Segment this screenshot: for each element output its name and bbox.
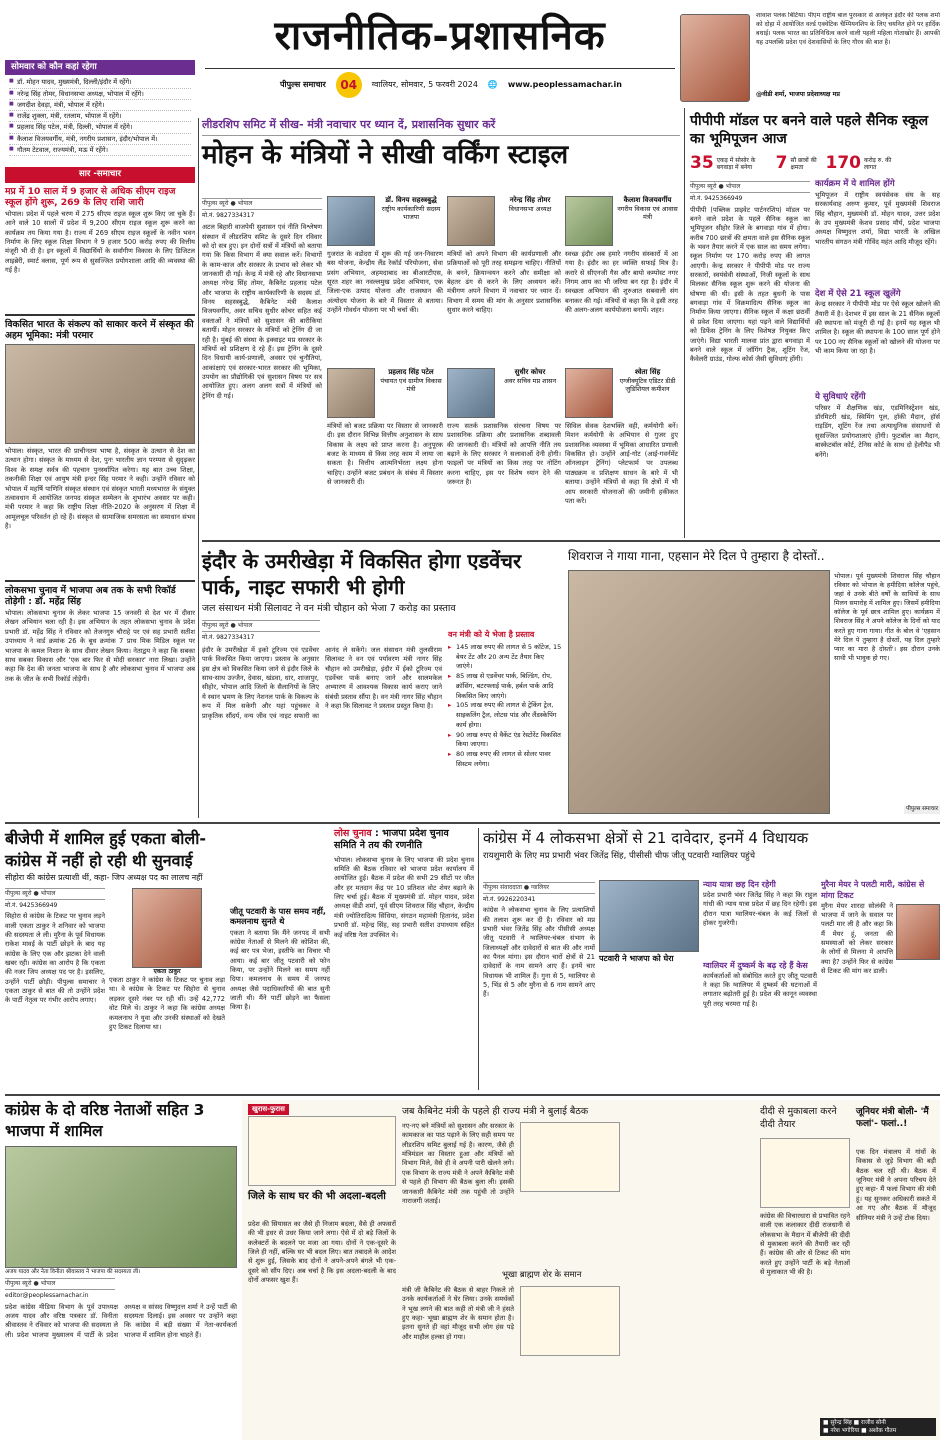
- school-sub2-body: केन्द्र सरकार ने पीपीपी मोड पर ऐसे स्कूल खोलने की तैयारी में है। देशभर में इस साल के 21 सैनिक स्कूलों की स्थापना को मंजूरी दी गई है। इनमें यह स्कूल भी शामिल है। स्कूल की स्थापना के 100 साल पूर्ण होने पर 100 नए सैनिक स्कूलों को खोलने की योजना पर भी काम किया जा रहा है।: [815, 300, 940, 356]
- lead-body: अटल बिहारी वाजपेयी सुशासन एवं नीति विश्लेषण संस्थान में लीडरशिप समिट के दूसरे दिन रविवार को दो सत्र हुए। इन दोनों सत्रों में मंत्रियों को बताया गया कि किस विभाग में क्या सवाल करें। विभागों के काम-काज और सरकार के प्रभाव को लेकर भी जानकारी दी गई। केन्द्र में मंत्री रहे और विधानसभा अध्यक्ष नरेन्द्र सिंह तोमर, कैबिनेट प्रहलाद पटेल और भाजपा के राष्ट्रीय कार्यकारिणी के सदस्य डॉ. विनय सहस्त्रबुद्धे, कैबिनेट मंत्री कैलाश विजयवर्गीय, अवर सचिव सुधीर कोचर सहित कई वक्ताओं ने मंत्रियों को सुशासन की बारीकियां बतायीं। मोहन सरकार के मंत्रियों को ट्रेनिंग दी जा रही है। मुंबई की संस्था के इक्वाइट मप्र सरकार के मंत्रियों को प्रशिक्षण दे रहे हैं। इस ट्रेनिंग के दूसरे दिन विधायी कार्य-प्रणाली, अवसर एवं चुनौतियां, आकांक्षाएं एवं सरकार-भारत सरकार की भूमिका, उपयोग का प्रौद्योगिकी एवं सुशासन विषय पर सत्र आयोजित हुए। अलग अलग सत्रों में मंत्रियों को ट्रेनिंग दी गई।: [202, 223, 322, 400]
- vd-sharma-photo: [680, 14, 750, 102]
- ekta-votes: एकता ठाकुर ने कांग्रेस के टिकट पर चुनाव लड़ा था। वे कांग्रेस के टिकट पर सिहोरा से चुनाव लड़कर दूसरे नंबर पर रही थीं। उन्हें 42,772 वोट मिले थे। ठाकुर ने कहा कि कांग्रेस अध्यक्ष कमलनाथ ने युवा और उनकी संस्थाओं को देखते हुए टिकट दिलाया था।: [109, 976, 225, 1031]
- adventure-phone: मो.नं. 9827334317: [202, 633, 255, 641]
- patwari-caption: पटवारी ने भाजपा को घेरा: [599, 954, 674, 963]
- lok-body: भोपाल। लोकसभा चुनाव के लिए भाजपा की प्रदेश चुनाव समिति की बैठक रविवार को भाजपा प्रदेश कार्यालय में आयोजित हुई। बैठक में प्रदेश की सभी 29 सीटों पर जीत और हर मतदान केंद्र पर 10 प्रतिशत वोट शेयर बढ़ाने के लिए चर्चा हुई। बैठक में मुख्यमंत्री डॉ. मोहन यादव, प्रदेश अध्यक्ष वीडी शर्मा, पूर्व सीएम शिवराज सिंह चौहान, केन्द्रीय मंत्री ज्योतिरादित्य सिंधिया, संगठन महामंत्री हितानंद, प्रदेश प्रभारी डॉ. महेन्द्र सिंह, सह प्रभारी सतीश उपाध्याय सहित कई वरिष्ठ नेता उपस्थित थे।: [334, 855, 474, 939]
- lead-headline: मोहन के मंत्रियों ने सीखी वर्किंग स्टाइल: [202, 139, 569, 170]
- khuras-b1: प्रदेश की सियासत का जैसे ही निजाम बदला, वैसे ही अफसरों की भी इधर से उधर किया जाने लगा। ऐसे में दो बड़े जिलों के कलेक्टरों के बदलने पर मजा आ गया। दोनों ने एक-दूसरे के जिले ही नहीं, बल्कि घर भी बदल लिए। बात तबादले के आदेश से शुरू हुई, जिसके बाद दोनों ने अपने-अपने बंगले भी एक-दूसरे को सौंप दिए। अब चर्चा है कि इस अदला-बदली के बाद दोनों अफसर खुश हैं।: [248, 1220, 396, 1285]
- jitu-body: एकता ने बताया कि मैंने जनपद में सभी कांग्रेस नेताओं से मिलने की कोशिश की, कई बार पत्र भेजा, इस्तीफे का विचार भी आया। कई बार जीतू पटवारी को फोन किया, पर उन्होंने मिलने का समय नहीं दिया। कमलनाथ के समय में जनपद अध्यक्ष जैसे पदाधिकारियों की बात सुनी जाती थी। मैंने पार्टी छोड़ने का फैसला किया है।: [230, 928, 330, 1012]
- stat3-text: करोड़ रु. की लागत: [864, 156, 892, 171]
- khuras-label: खुरास-फुरास: [248, 1104, 289, 1115]
- p2-role: विधानसभा अध्यक्ष: [508, 204, 552, 213]
- school-body: पीपीपी (पब्लिक प्राइवेट पार्टनरशिप) मॉडल पर बनने वाले प्रदेश के पहले सैनिक स्कूल का भूमिपूजन सीहोर जिले के बगवाड़ा गांव में होगा। करीब 700 छात्रों की क्षमता वाले इस सैनिक स्कूल के भवन तैयार करने में एक साल का समय लगेगा। स्कूल निर्माण पर 170 करोड़ रुपए की लागत आएगी। केन्द्र सरकार ने पीपीपी मोड पर राज्य सरकारों, स्वयंसेवी संस्थाओं, निजी स्कूलों के साथ मिलकर सैनिक स्कूल शुरू करने की योजना की घोषणा की थी। इसी के तहत बुधनी के पास बगवाड़ा गांव में विक्रमादित्य सैनिक स्कूल का निर्माण किया जाएगा। सैनिक स्कूल में कक्षा छठवीं से प्रवेश दिया जाएगा। यहां पढ़ने वाले विद्यार्थियों को डिफेंस ट्रेनिंग के लिए विशेषज्ञ नियुक्त किए जाएंगे। विद्या भारती मालवा प्रांत द्वारा बगवाड़ा में बनने वाले स्कूल में जॉगिंग ट्रैक, शूटिंग रेंज, कैवेलरी ग्राउंड, गोल्फ कोर्स जैसी सुविधाएं होंगी।: [690, 205, 810, 364]
- veterans-headline: कांग्रेस के दो वरिष्ठ नेताओं सहित 3 भाजपा में शामिल: [5, 1101, 205, 1140]
- khuras-h2: जब कैबिनेट मंत्री के पहले ही राज्य मंत्री ने बुलाई बैठक: [402, 1106, 589, 1117]
- profile-sahasrabuddhe: [327, 196, 445, 364]
- list-item: ▸ 90 लाख रुपए से वैकेंट एंड रेस्टोरेंट विकसित किया जाएगा।: [448, 731, 562, 751]
- stat3-number: 170: [825, 153, 862, 174]
- adventure-kicker: जल संसाधन मंत्री सिलावट ने वन मंत्री चौहान को भेजा 7 करोड़ का प्रस्ताव: [202, 602, 456, 614]
- stat2-number: 7: [775, 153, 788, 174]
- patwari-photo: [599, 880, 699, 952]
- mayor-body: मुरैना मेयर शारदा सोलंकी ने भाजपा में जाने के सवाल पर पलटी मार ली है और कहा कि मैं मेयर हूं, जनता की समस्याओं को लेकर सरकार के लोगों से मिलना मे आपत्ति क्या है? उन्होंने फिर से कांग्रेस से टिकट की मांग कर डाली।: [821, 901, 893, 976]
- mayor-subhead: मुरैना मेयर ने पलटी मारी, कांग्रेस से मांगा टिकट: [821, 880, 925, 900]
- sainik-school-story: [690, 112, 940, 542]
- tomar-photo: [447, 196, 495, 246]
- p6-role: एग्जीक्यूटिव एडिटर डीडी जुडिशियल कमीशन: [619, 376, 676, 393]
- stat1-number: 35: [690, 153, 714, 174]
- list-item: ▸ 85 लाख से एडवेंचर पार्क, बिल्डिंग, रोप, क्रॉसिंग, बटरफ्लाई पार्क, हर्बल पार्क आदि विकसित किए जाएंगे।: [448, 672, 562, 701]
- stat2-text: सौ छात्रों की क्षमता: [790, 156, 817, 171]
- cartoon-3: [520, 1286, 620, 1356]
- news1-headline: मप्र में 10 साल में 9 हजार से अधिक सीएम राइज स्कूल होंगे शुरू, 269 के लिए राशि जारी: [5, 185, 176, 208]
- shivraj-story: [568, 548, 940, 818]
- congress-headline: कांग्रेस में 4 लोकसभा क्षेत्रों से 21 दावेदार, इनमें 4 विधायक: [483, 829, 809, 847]
- jitu-story: [230, 906, 330, 1090]
- lead-kicker: लीडरशिप समिट में सीख- मंत्री नवाचार पर ध्यान दें, प्रशासनिक सुधार करें: [202, 118, 680, 136]
- p1-text: गुजरात के वडोदरा में शुरू की गई जन-निवारण बस योजना, केन्द्रीय लैंड रेकॉर्ड परियोजना, सेवा प्रसंग अभियान, अहमदाबाद का बीआरटीएस, सूरत शहर का नवल्लमुख प्रदेश अभियान, एक जिला-एक उत्पाद योजना और राजस्थान की अंत्योदय योजना के बारे में विस्तार से बताया। उन्होंने गोवर्धन योजना पर भी चर्चा की।: [327, 250, 443, 315]
- crime-body: कार्यकर्ताओं को संबोधित करते हुए जीतू पटवारी ने कहा कि ग्वालियर में दुष्कर्म की घटनाओं में लगातार बढ़ोतरी हुई है। प्रदेश की कानून व्यवस्था पूरी तरह चरमरा गई है।: [703, 971, 817, 1008]
- who-where-title: सोमवार को कौन कहां रहेगा: [5, 60, 195, 75]
- website-link[interactable]: www.peoplessamachar.in: [507, 79, 622, 89]
- profile-shweta: [565, 368, 680, 534]
- list-item: ■ गौतम टेटवाल, राज्यमंत्री, मऊ में रहेंगे।: [9, 145, 191, 156]
- p4-role: पंचायत एवं ग्रामीण विकास मंत्री: [380, 376, 442, 393]
- quote-box: [680, 10, 940, 102]
- paper-name: पीपुल्स समाचार: [280, 79, 326, 89]
- bjp-election-story: [334, 828, 474, 1090]
- lead-story: [202, 118, 680, 538]
- p2-name: नरेन्द्र सिंह तोमर: [509, 196, 551, 204]
- veterans-email[interactable]: editor@peoplessamachar.in: [5, 1292, 89, 1300]
- khuras-furas-column: [242, 1100, 940, 1440]
- vijayvargiya-photo: [565, 196, 613, 246]
- khuras-b5: एक दिन मंत्रालय में गांवों के विकास से जुड़े विभाग की बड़ी बैठक चल रही थी। बैठक में जूनियर मंत्री ने अपना परिचय देते हुए कहा- मैं फलां विभाग की मंत्री हूं। यह सुनकर अधिकारी सकते में आ गए और बैठक में मौजूद सीनियर मंत्री ने उन्हें टोक दिया।: [856, 1148, 936, 1222]
- p1-name: डॉ. विनय सहस्त्रबुद्धे: [385, 196, 437, 204]
- proposal-box: [448, 630, 562, 818]
- stat1-text: एकड़ में सोसोर के बगवाड़ा में बनेगा: [716, 156, 756, 171]
- profile-tomar: [447, 196, 563, 364]
- ekta-photo: [132, 888, 202, 968]
- school-phone: मो.नं. 9425366949: [690, 195, 743, 203]
- school-sub3: ये सुविधाएं रहेंगी: [815, 392, 866, 403]
- shweta-photo: [565, 368, 613, 418]
- list-item: ■ डॉ. मोहन यादव, मुख्यमंत्री, दिल्ली/इंदौर में रहेंगे।: [9, 77, 191, 88]
- school-sub2: देश में ऐसे 21 स्कूल खुलेंगे: [815, 288, 901, 299]
- p3-name: कैलाश विजयवर्गीय: [623, 196, 672, 204]
- p4-name: प्रहलाद सिंह पटेल: [388, 368, 434, 376]
- masthead: [205, 4, 675, 104]
- proposal-title: वन मंत्री को ये भेजा है प्रस्ताव: [448, 630, 535, 639]
- khuras-b2-extra: [626, 1122, 754, 1262]
- page-number: 04: [336, 72, 362, 98]
- news1-body: भोपाल। प्रदेश में पहले चरण में 275 सीएम राइज स्कूल शुरू किए जा चुके हैं। आने वाले 10 सालों में प्रदेश में 9,200 सीएम राइज स्कूल शुरू करने का कार्यक्रम तय किया गया है। राज्य में 269 सीएम राइज स्कूलों के नवीन भवन निर्माण के लिए स्कूल शिक्षा विभाग ने 9 हजार 500 करोड़ रुपए की वित्तीय मंजूरी भी दी है। इन स्कूलों में विद्यार्थियों के सर्वांगीण विकास के लिए डिजिटल लाइब्रेरी, स्मार्ट क्लास, पूर्ण रूप से सुसज्जित प्रयोगशाला आदि की व्यवस्था की गई है।: [5, 210, 195, 275]
- credit-4: अशोक गौतम: [868, 1428, 897, 1435]
- crime-subhead: ग्वालियर में दुष्कर्म के बढ़ रहे हैं केस: [703, 960, 808, 970]
- p1-role: राष्ट्रीय कार्यकारिणी सदस्य भाजपा: [381, 204, 441, 221]
- congress-story: [483, 828, 940, 1090]
- yatra-subhead: न्याय यात्रा छह दिन रहेगी: [703, 880, 776, 889]
- lok-label: लोस चुनाव: [334, 828, 372, 839]
- school-sub1: कार्यक्रम में ये शामिल होंगे: [815, 179, 895, 190]
- ekta-body: सिहोरा से कांग्रेस के टिकट पर चुनाव लड़ने वाली एकता ठाकुर ने शनिवार को भाजपा की सदस्यता ले ली। मुरैना के पूर्व विधायक राकेश मावई के पार्टी छोड़ने के बाद यह कांग्रेस के लिए एक और झटका देने वाली खबर रही। कांग्रेस का आरोप है कि एकता की नजर जिप अध्यक्ष पद पर है। इसलिए, उन्होंने पार्टी छोड़ी। पीपुल्स समाचार ने एकता ठाकुर से बात की तो उन्होंने प्रदेश के पार्टी नेतृत्व पर गंभीर आरोप लगाए।: [5, 912, 105, 1005]
- veterans-body: प्रदेश कांग्रेस मीडिया विभाग के पूर्व उपाध्यक्ष अजय यादव और वरिष्ठ पत्रकार डॉ. विनीता श्रीवास्तव ने रविवार को भाजपा की सदस्यता ले ली। प्रदेश भाजपा मुख्यालय में पार्टी के प्रदेश अध्यक्ष व सांसद विष्णुदत्त शर्मा ने उन्हें पार्टी की सदस्यता दिलाई। इस अवसर पर उन्होंने कहा कि कांग्रेस में बड़ी संख्या में नेता-कार्यकर्ता भाजपा में शामिल होना चाहते हैं।: [5, 1302, 237, 1339]
- veterans-story: [5, 1100, 237, 1440]
- lead-phone: मो.नं. 9827334317: [202, 212, 255, 220]
- shivraj-singing-photo: [568, 570, 830, 814]
- list-item: ■ नरेन्द्र सिंह तोमर, विधानसभा अध्यक्ष, भोपाल में रहेंगे।: [9, 89, 191, 100]
- congress-body: कांग्रेस ने लोकसभा चुनाव के लिए प्रत्याशियों की तलाश शुरू कर दी है। रविवार को मप्र प्रभारी भंवर जितेंद्र सिंह और पीसीसी अध्यक्ष जीतू पटवारी ने ग्वालियर-चंबल संभाग के जिलाध्यक्षों और दावेदारों से बात की और नामों का पैनल मांगा। इस दौरान चारों क्षेत्रों से 21 दावेदारों के नाम सामने आए हैं। इनमें चार विधायक भी शामिल हैं। गुना से 5, ग्वालियर से 5, भिंड से 5 और मुरैना से 6 नाम सामने आए हैं।: [483, 906, 595, 999]
- ekta-kicker: सीहोरा की कांग्रेस प्रत्याशी थीं, कहा- जिप अध्यक्ष पद का लालच नहीं: [5, 873, 203, 883]
- profile-patel: [327, 368, 445, 534]
- sanskrit-event-photo: [5, 344, 195, 444]
- adventure-park-story: [202, 548, 562, 818]
- school-stats: [690, 152, 940, 175]
- school-headline: पीपीपी मॉडल पर बनने वाले पहले सैनिक स्कूल का भूमिपूजन आज: [690, 113, 929, 148]
- mayor-photo: [896, 904, 940, 960]
- cartoon-1: [248, 1116, 396, 1186]
- adventure-headline: इंदौर के उमरीखेड़ा में विकसित होगा एडवेंचर पार्क, नाइट सफारी भी होगी: [202, 549, 522, 600]
- credit-3: नरेश भगोरिया: [830, 1428, 860, 1435]
- shivraj-body: भोपाल। पूर्व मुख्यमंत्री शिवराज सिंह चौहान रविवार को भोपाल के हमीदिया कॉलेज पहुंचे, जहां वे उनके बीते वर्षों के साथियों के साथ मिलन समारोह में शामिल हुए। जिसमें हमीदिया कॉलेज के पूर्व छात्र शामिल हुए। कार्यक्रम में शिवराज सिंह ने अपने कॉलेज के दिनों को याद करते हुए गाना गाया। गीत के बोल थे 'एहसान मेरे दिल पे तुम्हारा है दोस्तों, यह दिल तुम्हारे प्यार का मारा है दोस्तों'। इस दौरान उनके साथी भी भावुक हो गए।: [834, 572, 940, 662]
- p2-text: मंत्रियों को अपने विभाग की कार्यप्रणाली और प्रक्रियाओं को पूरी तरह समझना चाहिए। नीतियों के बनने, क्रियान्वयन करने और समीक्षा को बेहतर ढंग से करने के लिए अध्ययन करें। मंत्रीगण अपने विभाग में नवाचार पर ध्यान दें। विभाग में समय की मांग के अनुसार प्रशासनिक सुधार करने चाहिए।: [447, 250, 561, 315]
- left-sidebar: [5, 60, 195, 855]
- credit-2: राजीव सोनी: [861, 1420, 886, 1426]
- list-item: ▸ 145 लाख रुपए की लागत से 5 कॉटेज, 15 बेयर टेंट और 20 अन्य टेंट तैयार किए जाएंगे।: [448, 643, 562, 672]
- who-where-list: [5, 75, 195, 167]
- p6-text: सिविल सेवक देशभक्ति वही, कर्मयोगी बनें। मिशन कर्मयोगी के अभियान से गुजर हुए प्रशासनिक व्यवस्था में भूमिका आधारित प्रणाली विकसित हो। उन्होंने आई-गोट (आई-गवर्नमेंट ऑनलाइन ट्रेनिंग) प्लेटफार्म पर उपलब्ध पाठ्यक्रम व प्रशिक्षण साधन के बारे में भी बताया। उन्होंने मंत्रियों से कहा वि क्षेत्रों में भी आप सरकारी योजनाओं की जमीनी हकीकत पता करें।: [565, 422, 678, 505]
- profile-vijayvargiya: [565, 196, 680, 364]
- veterans-byline: पीपुल्स ब्यूरो ● भोपाल: [5, 1278, 115, 1290]
- news3-headline: लोकसभा चुनाव में भाजपा अब तक के सभी रिकॉर्ड तोड़ेगी : डॉ. महेंद्र सिंह: [5, 580, 195, 607]
- kochar-photo: [447, 368, 495, 418]
- list-item: ■ जगदीश देवड़ा, मंत्री, भोपाल में रहेंगे।: [9, 100, 191, 111]
- khuras-credits: ■ सुरेन्द्र सिंह ■ राजीव सोनी ■ नरेश भगोरिया ■ अशोक गौतम: [820, 1418, 936, 1436]
- joining-ceremony-photo: [5, 1146, 237, 1268]
- school-sub3-body: परिसर में शैक्षणिक खंड, एडमिनिस्ट्रेशन खंड, डॉरमिटरी खंड, स्विमिंग पूल, हॉकी मैदान, हॉर्स राइडिंग, शूटिंग रेंज तथा अत्याधुनिक संसाधनों से सुसज्जित प्रयोगशालाएं होंगी। फुटबॉल का मैदान, बास्केटबॉल कोर्ट, टेनिस कोर्ट के साथ दो हेलीपैड भी बनेंगे।: [815, 403, 940, 459]
- p5-name: सुधीर कोचर: [514, 368, 546, 376]
- news2-body: भोपाल। संस्कृत, भारत की प्राचीनतम भाषा है, संस्कृत के उत्थान से देश का उत्थान होगा। संस्कृत के माध्यम से देश, पुनः भारतीय ज्ञान परम्परा से सुदृढ़कर विश्व के समक्ष सर्वत्र की पहचान पुनर्स्थापित करेगा। यह बात उच्च शिक्षा, तकनीकी शिक्षा एवं आयुष मंत्री इन्दर सिंह परमार ने कही। उन्होंने रविवार को भोपाल में महर्षि पाणिनि संस्कृत संस्थान एवं संस्कृत भारती मध्यभारत के संयुक्त तत्वावधान में आयोजित जनपद संस्कृत सम्मेलन के शुभारंभ अवसर पर कही। मंत्री परमार ने कहा कि राष्ट्रीय शिक्षा नीति-2020 के अनुसरण में शिक्षा में आमूलचूल परिवर्तन हो रहे हैं। संस्कृत से सामाजिक समरसता का समाधान संभव है।: [5, 447, 195, 530]
- lead-byline: पीपुल्स ब्यूरो ● भोपाल: [202, 198, 322, 210]
- patel-photo: [327, 368, 375, 418]
- khuras-b3: मंत्री जी कैबिनेट की बैठक से बाहर निकले तो उनके कार्यकर्ताओं ने घेर लिया। उनके समर्थकों ने भूख लगने की बात कही तो मंत्री जी ने हंसते हुए कहा- भूखा ब्राह्मण शेर के समान होता है। इतना सुनते ही वहां मौजूद सभी लोग हंस पड़े और माहौल हल्का हो गया।: [402, 1286, 514, 1341]
- ekta-phone: मो.नं. 9425366949: [5, 902, 58, 910]
- sahasrabuddhe-photo: [327, 196, 375, 246]
- school-sub1-body: भूमिपूजन में राष्ट्रीय स्वयंसेवक संघ के सह सरकार्यवाह अरुण कुमार, पूर्व मुख्यमंत्री शिवराज सिंह चौहान, मुख्यमंत्री डॉ. मोहन यादव, उत्तर प्रदेश के उप मुख्यमंत्री केशव प्रसाद मौर्य, प्रदेश भाजपा अध्यक्ष विष्णुदत्त शर्मा, विद्या भारती के अखिल भारतीय संगठन मंत्री गोविंद महंत आदि मौजूद रहेंगे।: [815, 190, 940, 246]
- p5-text: राज्य सतर्क प्रशासनिक संरचना विषय पर प्रशासनिक प्रक्रिया और प्रशासनिक शब्दावली की जानकारी दी। मंत्रियों को आपत्ति नीति तय बढ़ाने के लिए सरकार ने सलावाओं देनी होगी। फाइलों पर मंत्रियों का किस तरह पर नोटिंग करना चाहिए, इस पर विशेष ध्यान देने की जरूरत है।: [447, 422, 561, 487]
- cartoon-2: [520, 1122, 620, 1192]
- quote-credit: @वीडी शर्मा, भाजपा प्रदेशाध्यक्ष मप्र: [756, 91, 840, 98]
- school-byline: पीपुल्स ब्यूरो ● भोपाल: [690, 181, 810, 193]
- khuras-h3: भूखा ब्राह्मण शेर के समान: [502, 1270, 582, 1280]
- khuras-h5: जूनियर मंत्री बोली- 'मैं फलां'- फलां..!: [856, 1107, 929, 1130]
- p6-name: श्वेता सिंह: [634, 368, 661, 376]
- khuras-b2: नए-नए बने मंत्रियों को सुशासन और सरकार के कामकाज का पाठ पढ़ाने के लिए सही समय पर लीडरशिप समिट बुलाई गई है। कारण, जैसे ही मंत्रिमंडल का विस्तार हुआ और मंत्रियों को विभाग मिले, वैसे ही वे अपनी पारी खेलने लगे। एक विभाग के राज्य मंत्री ने अपने कैबिनेट मंत्री से पहले ही विभाग की बैठक बुला ली। इसकी जानकारी कैबिनेट मंत्री तक पहुंची तो उन्होंने नाराजगी जताई।: [402, 1122, 514, 1205]
- congress-kicker: रायशुमारी के लिए मप्र प्रभारी भंवर जितेंद्र सिंह, पीसीसी चीफ जीतू पटवारी ग्वालियर पहुंचे: [483, 851, 756, 861]
- jitu-headline: जीतू पटवारी के पास समय नहीं, कमलनाथ सुनते थे: [230, 906, 326, 927]
- khuras-h4: दीदी से मुकाबला करने दीदी तैयार: [760, 1106, 837, 1130]
- quote-text: शावाश पलक बिटिया। पीएम राष्ट्रीय बाल पुरस्कार से अलंकृत इंदौर की पलक शर्मा को दोहा में आयोजित वर्ल्ड एक्वेटिक चैम्पियनशिप के लिए चयनित होने पर हार्दिक बधाई। पलक भारत का प्रतिनिधित्व करने वाली पहली महिला गोताखोर हैं। आपकी यह उपलब्धि प्रदेश एवं देशवासियों के लिए गौरव की बात है।: [756, 12, 940, 46]
- brief-news-title: सार -समाचार: [5, 167, 195, 182]
- veterans-caption: अजय यादव और नेता विनीता श्रीवास्तव ने भाजपा की सदस्यता ली।: [5, 1268, 141, 1275]
- p4-text: मंत्रियों को बजट प्रक्रिया पर विस्तार से जानकारी दी। इस दौरान विभिन्न वित्तीय अनुशासन के साथ विकास के लक्ष्य को प्राप्त करना है। अनुपूरक बजट के माध्यम से किस तरह काम में लाया जा सकता है। वित्तीय आत्मनिर्भरता लक्ष्य होना चाहिए। उन्होंने बजट प्रबंधन के संबंध में विस्तार से जानकारी दी।: [327, 422, 443, 487]
- dateline: ग्वालियर, सोमवार, 5 फरवरी 2024: [371, 79, 478, 89]
- lok-title: भाजपा प्रदेश चुनाव समिति ने तय की रणनीति: [334, 828, 449, 852]
- list-item: ■ प्रहलाद सिंह पटेल, मंत्री, दिल्ली, भोपाल में रहेंगे।: [9, 122, 191, 133]
- globe-icon: 🌐: [487, 79, 498, 89]
- congress-phone: मो.नं. 9926220341: [483, 896, 536, 904]
- ekta-story: [5, 828, 225, 1090]
- credit-1: सुरेन्द्र सिंह: [830, 1420, 852, 1426]
- ekta-headline: बीजेपी में शामिल हुई एकता बोली- कांग्रेस में नहीं हो रही थी सुनवाई: [5, 829, 207, 870]
- shivraj-headline: शिवराज ने गाया गाना, एहसान मेरे दिल पे तुम्हारा है दोस्तों..: [568, 549, 825, 563]
- khuras-b4: कांग्रेस की विचारधारा से प्रभावित रहने वाली एक कलाकार दीदी राजधानी से लोकसभा के मैदान में बीजेपी की दीदी से मुकाबला करने की तैयारी कर रही हैं। कांग्रेस की ओर से टिकट की मांग करते हुए उन्होंने पार्टी के बड़े नेताओं से मुलाकात भी की है।: [760, 1212, 850, 1277]
- yatra-body: प्रदेश प्रभारी भंवर जितेंद्र सिंह ने कहा कि राहुल गांधी की न्याय यात्रा प्रदेश में छह दिन रहेगी। इस दौरान यात्रा ग्वालियर-चंबल के कई जिलों से होकर गुजरेगी।: [703, 890, 817, 927]
- khuras-h1: जिले के साथ घर की भी अदला-बदली: [248, 1191, 386, 1202]
- adventure-byline: पीपुल्स ब्यूरो ● भोपाल: [202, 620, 320, 632]
- proposal-list: [448, 643, 562, 770]
- list-item: ▸ 105 लाख रुपए की लागत से ट्रेकिंग ट्रेल, साइकलिंग ट्रैल, लोटस पांड और लैंडस्केपिंग कार्य होगा।: [448, 701, 562, 730]
- profile-kochar: [447, 368, 563, 534]
- ekta-caption: एकता ठाकुर: [153, 967, 181, 975]
- list-item: ■ राजेंद्र शुक्ला, मंत्री, रतलाम, भोपाल में रहेंगे।: [9, 111, 191, 122]
- p3-text: स्वच्छ इंदौर अब हमारे नगरीय संस्कारों में आ गया है। इंदौर का हर व्यक्ति सफाई मित्र है। करारे से सीएनजी गैस और बायो कम्पोस्ट नगर निगम आय का भी जरिया बन रहा है। इंदौर में स्वच्छता अभियान की शुरुआत सबवाली संग बनाकर की गई। मंत्रियों से कहा कि वे इसी तरह की अलग-अलग कार्ययोजना बनायें। शहर।: [565, 250, 678, 315]
- shivraj-credit: पीपुल्स समाचार: [906, 806, 938, 812]
- news3-body: भोपाल। लोकसभा चुनाव के लेकर भाजपा 15 जनवरी से देश भर में दीवार लेखन अभियान चला रही है। इस अभियान के तहत लोकसभा चुनाव के प्रदेश प्रभारी डॉ. महेंद्र सिंह ने रविवार को तेजनगुरु चौराहे पर एवं सह प्रभारी सतीश उपाध्याय ने वार्ड क्रमांक 26 के बूथ क्रमांक 7 प्राथ मिक मिडिल स्कूल पर भाजपा के कमल निशान के साथ दीवार लेखन किया। नेताद्वय ने कहा कि सबका साथ सबका विकास और 'एक बार फिर से मोदी सरकार' नारा लिखा। उन्होंने कहा कि देश की जनता भाजपा के साथ है और लोकसभा चुनाव में भाजपा अब तक के जीत के सभी रिकॉर्ड तोड़ेगी।: [5, 609, 195, 683]
- p3-role: नगरीय विकास एवं आवास मंत्री: [617, 204, 678, 221]
- p5-role: अवर सचिव मप्र शासन: [503, 376, 557, 385]
- news2-headline: विकसित भारत के संकल्प को साकार करने में संस्कृत की अहम भूमिका: मंत्री परमार: [5, 314, 195, 341]
- cartoon-4: [760, 1138, 850, 1208]
- section-title: राजनीतिक-प्रशासनिक: [274, 12, 606, 59]
- lok-headline: लोस चुनाव : भाजपा प्रदेश चुनाव समिति ने तय की रणनीति: [334, 828, 449, 852]
- list-item: ■ कैलाश विजयवर्गीय, मंत्री, नगरीय प्रशासन, इंदौर/भोपाल में।: [9, 134, 191, 145]
- adventure-body: इंदौर के उमरीखेड़ा में इको टूरिज्म एवं एडवेंचर पार्क विकसित किया जाएगा। प्रस्ताव के अनुसार इस क्षेत्र को विकसित किया जाने से इंदौर जिले के साथ-साथ उज्जैन, देवास, खंडवा, धार, शाजापुर, सीहोर, भोपाल आदि जिलों के सैलानियों के लिए ये स्थान भ्रमण के लिए नेशनल पार्क के विकल्प के रूप में मिल सकेगी और यहां पहुंचकर वे प्राकृतिक सौंदर्य, वन्य जीव एवं नाइट सफारी का आनंद ले सकेंगे। जल संसाधन मंत्री तुलसीराम सिलावट ने वन एवं पर्यावरण मंत्री नागर सिंह चौहान को उमरीखेड़ा, इंदौर में ईको टूरिज्म एवं एडवेंचर पार्क बनाए जाने और सालमकेल अभ्यारण में आवश्यक विकास कार्य कराए जाने संबंधी प्रस्ताव सौंपा है। वन मंत्री नागर सिंह चौहान ने कहा कि सिलावट ने प्रस्ताव प्रस्तुत किया है।: [202, 646, 442, 720]
- list-item: ▸ 80 लाख रुपए की लागत से सोलर पावर सिस्टम लगेगा।: [448, 750, 562, 770]
- congress-byline: पीपुल्स संवाददाता ● ग्वालियर: [483, 882, 595, 894]
- ekta-byline: पीपुल्स ब्यूरो ● भोपाल: [5, 888, 105, 900]
